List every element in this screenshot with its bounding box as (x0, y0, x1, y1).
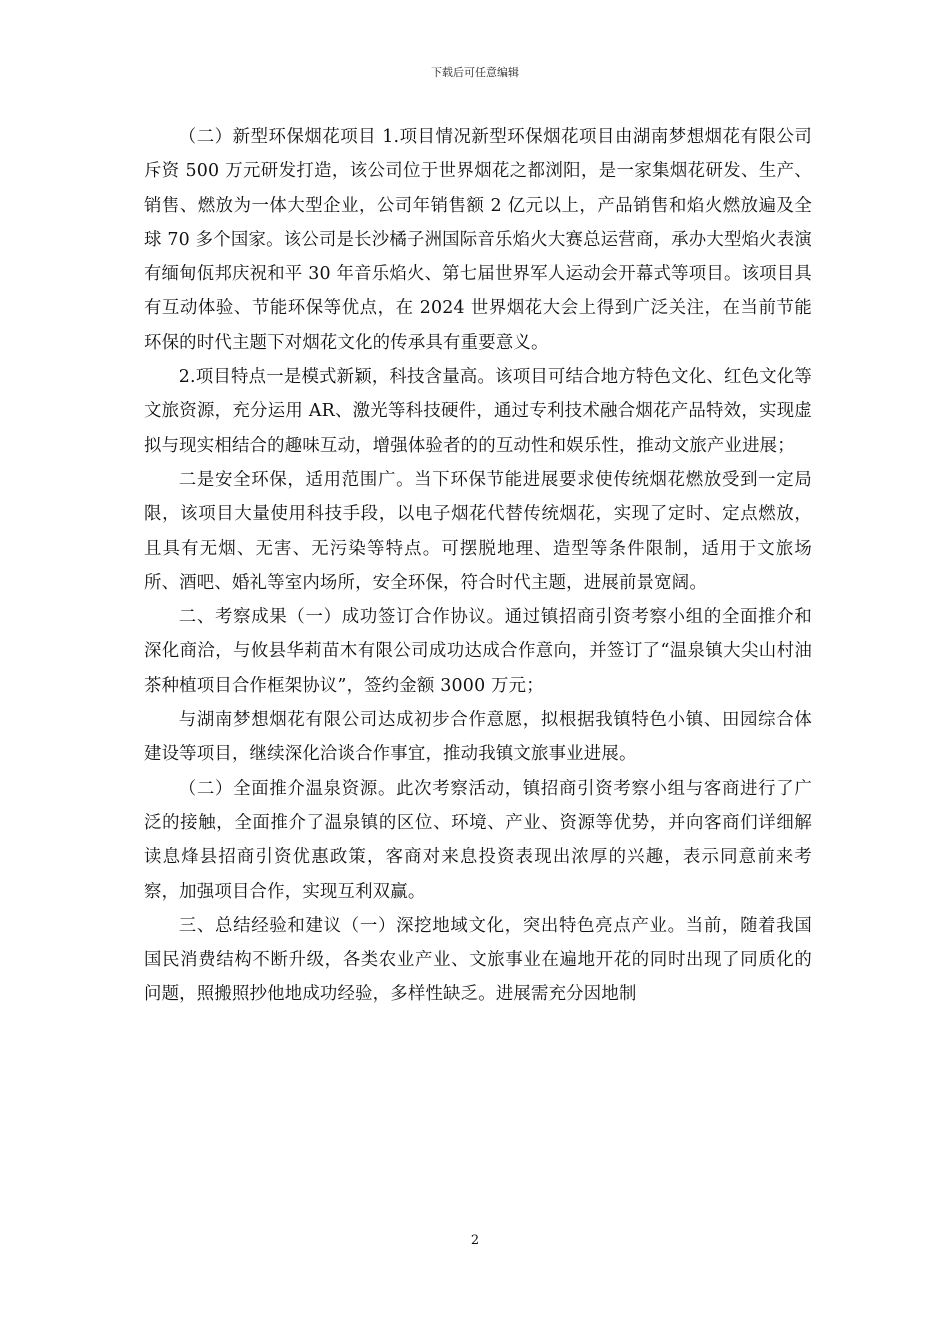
paragraph-promote-hot-spring: （二）全面推介温泉资源。此次考察活动，镇招商引资考察小组与客商进行了广泛的接触，全面推介了温泉镇的区位、环境、产业、资源等优势，并向客商们详细解读息烽县招商引资优惠政策，客商对来息投资表现出浓厚的兴趣，表示同意前来考察，加强项目合作，实现互利双赢。 (144, 778, 812, 902)
paragraph-preliminary-cooperation: 与湖南梦想烟花有限公司达成初步合作意愿，拟根据我镇特色小镇、田园综合体建设等项目，继续深化洽谈合作事宜，推动我镇文旅事业进展。 (144, 710, 812, 765)
page-header: 下载后可任意编辑 (431, 66, 519, 79)
paragraph-safety-environmental: 二是安全环保，适用范围广。当下环保节能进展要求使传统烟花燃放受到一定局限，该项目大量使用科技手段，以电子烟花代替传统烟花，实现了定时、定点燃放，且具有无烟、无害、无污染等特点。可摆脱地理、造型等条件限制，适用于文旅场所、酒吧、婚礼等室内场所，安全环保，符合时代主题，进展前景宽阔。 (144, 469, 812, 593)
paragraph-inspection-results: 二、考察成果（一）成功签订合作协议。通过镇招商引资考察小组的全面推介和深化商洽，与攸县华莉苗木有限公司成功达成合作意向，并签订了“温泉镇大尖山村油茶种植项目合作框架协议”，签约金额 3000 万元； (144, 607, 812, 696)
paragraph-project-features: 2.项目特点一是模式新颖，科技含量高。该项目可结合地方特色文化、红色文化等文旅资源，充分运用 AR、激光等科技硬件，通过专利技术融合烟花产品特效，实现虚拟与现实相结合的趣味互动，增强体验者的的互动性和娱乐性，推动文旅产业进展； (144, 367, 812, 456)
page-number: 2 (470, 1233, 480, 1248)
paragraph-summary-suggestions: 三、总结经验和建议（一）深挖地域文化，突出特色亮点产业。当前，随着我国国民消费结构不断升级，各类农业产业、文旅事业在遍地开花的同时出现了同质化的问题，照搬照抄他地成功经验，多样性缺乏。进展需充分因地制 (144, 915, 812, 1005)
document-body (144, 120, 812, 1012)
paragraph-fireworks-project-overview: （二）新型环保烟花项目 1.项目情况新型环保烟花项目由湖南梦想烟花有限公司斥资 500 万元研发打造，该公司位于世界烟花之都浏阳，是一家集烟花研发、生产、销售、燃放为一体大型企业，公司年销售额 2 亿元以上，产品销售和焰火燃放遍及全球 70 多个国家。该公司是长沙橘子洲国际音乐焰火大赛总运营商，承办大型焰火表演有缅甸佤邦庆祝和平 30 年音乐焰火、第七届世界军人运动会开幕式等项目。该项目具有互动体验、节能环保等优点，在 2024 世界烟花大会上得到广泛关注，在当前节能环保的时代主题下对烟花文化的传承具有重要意义。 (144, 127, 812, 353)
